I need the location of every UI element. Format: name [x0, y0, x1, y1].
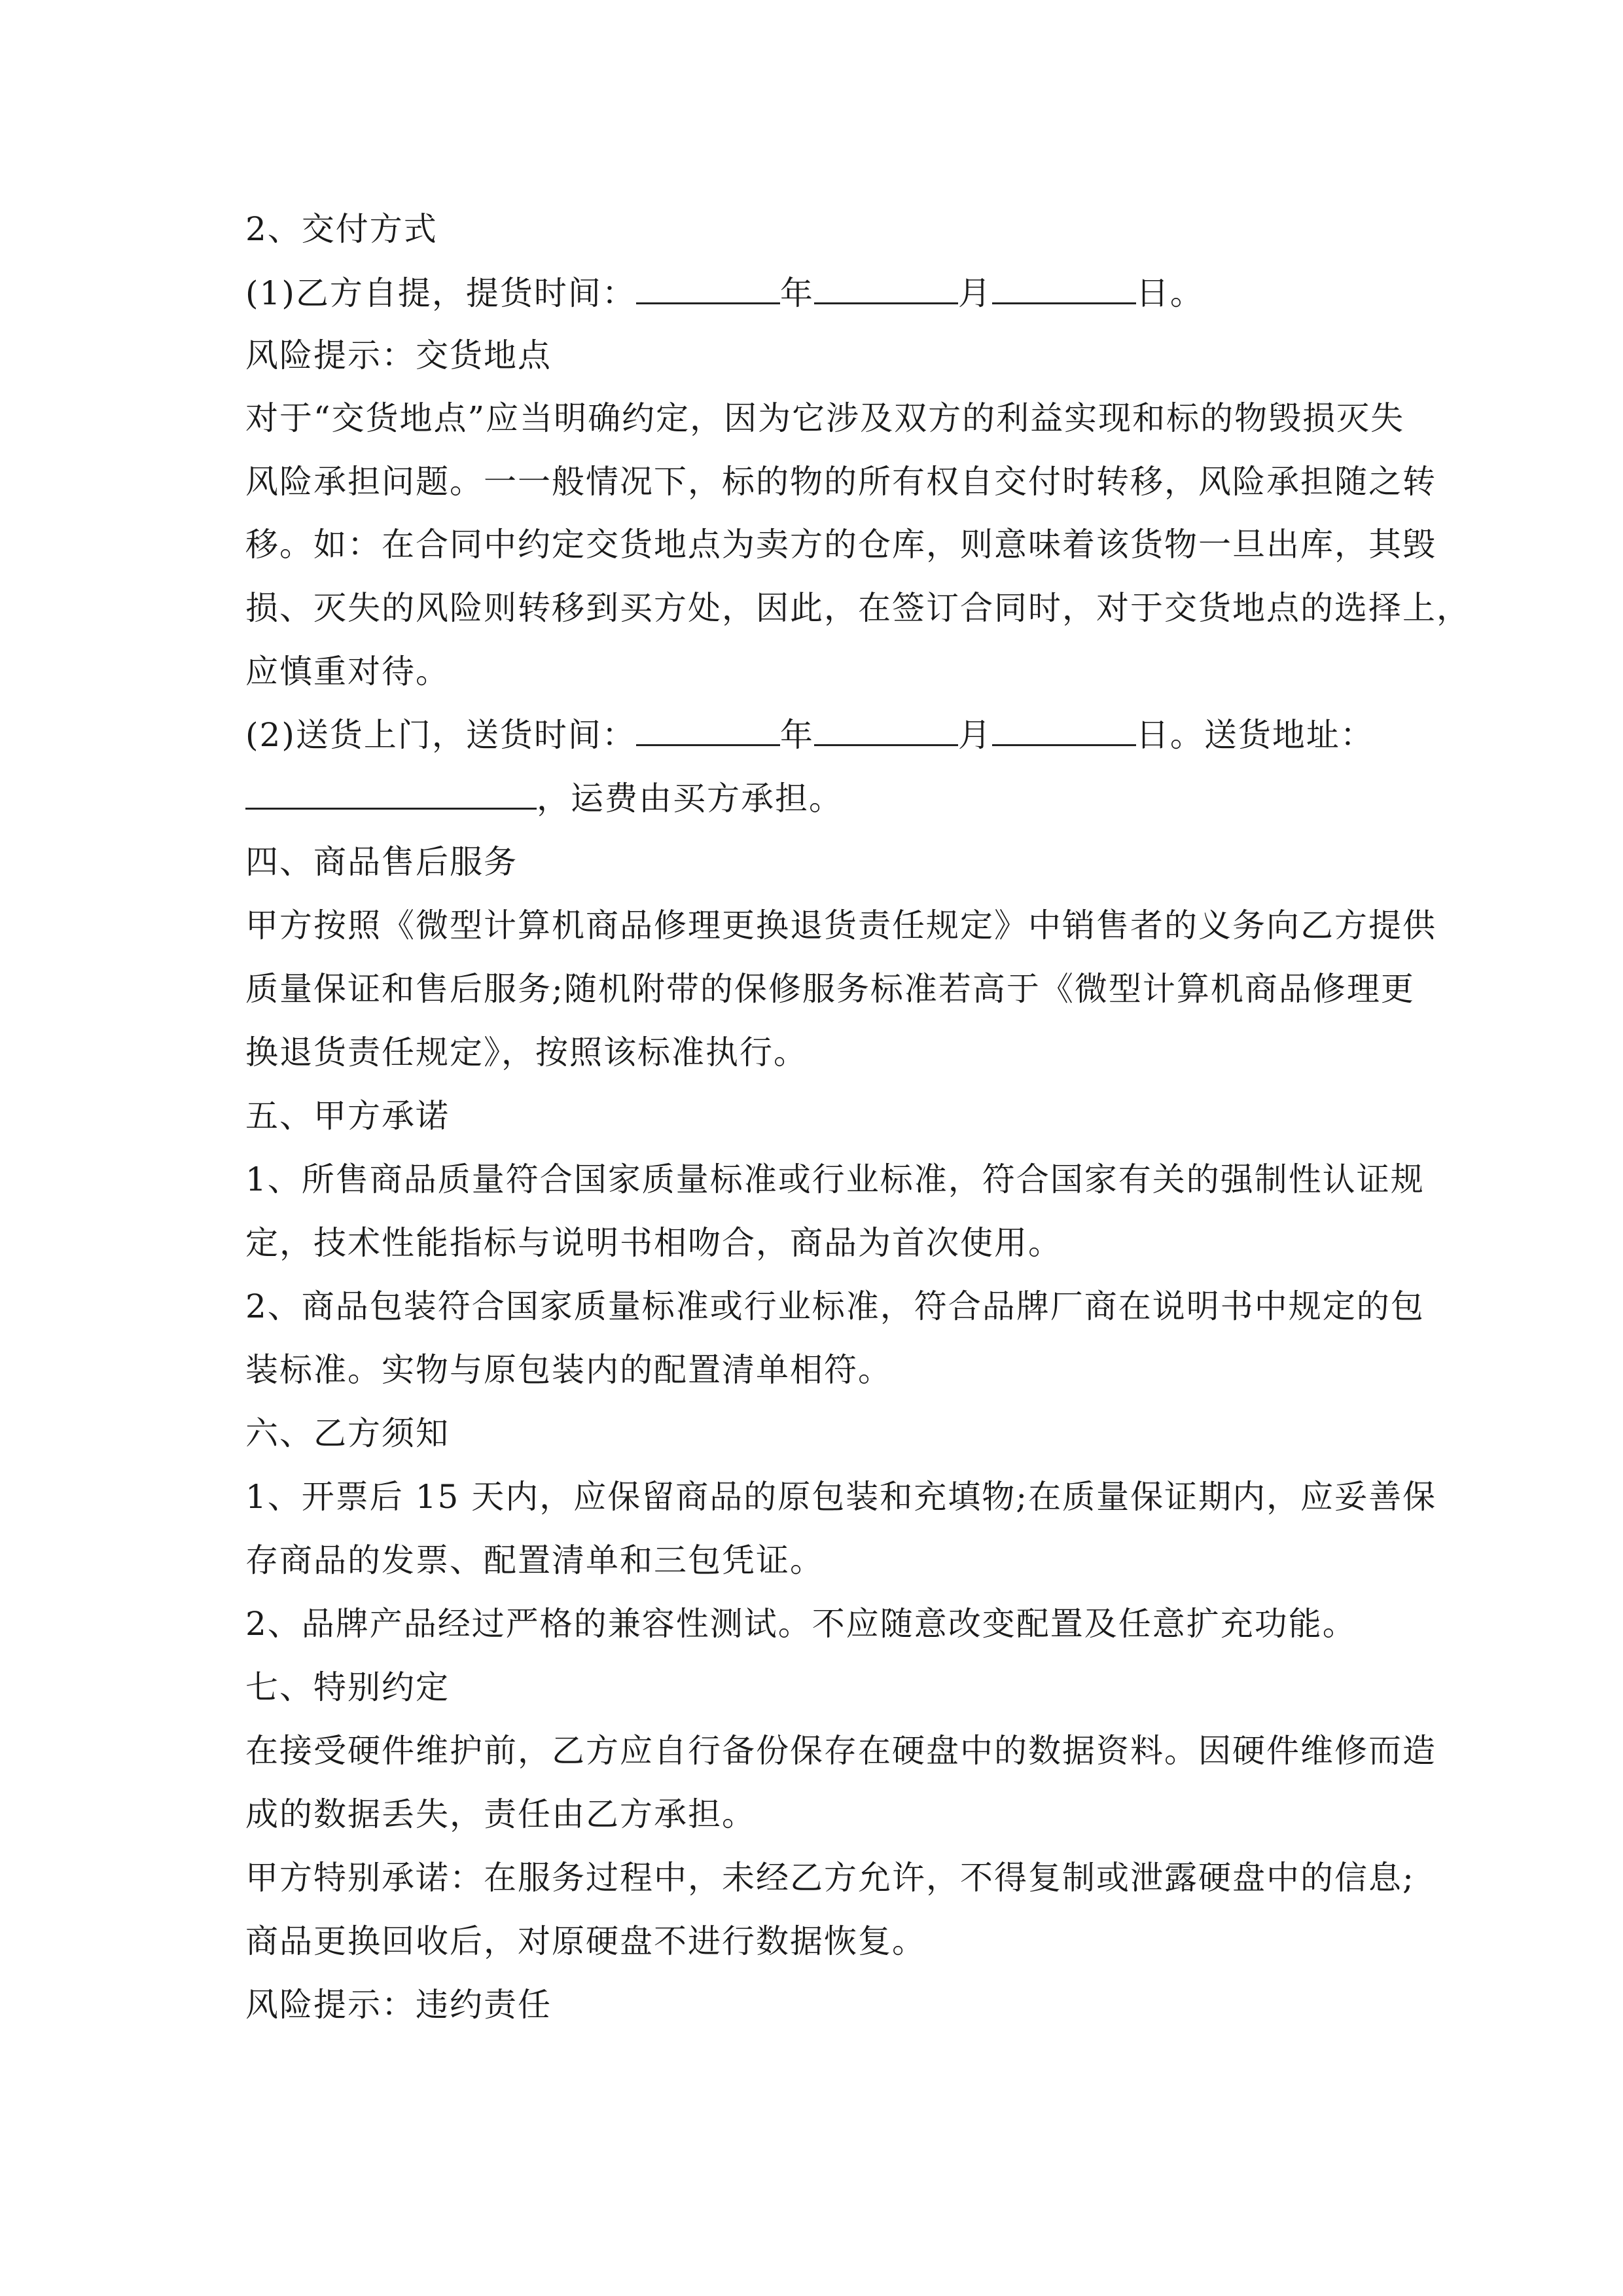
self-pickup-line [245, 274, 1204, 313]
paragraph-line: 在接受硬件维护前，乙方应自行备份保存在硬盘中的数据资料。因硬件维修而造 [245, 1732, 1436, 1770]
year-label: 年 [779, 716, 814, 754]
delivery-year-blank [636, 715, 780, 746]
paragraph-line: 移。如：在合同中约定交货地点为卖方的仓库，则意味着该货物一旦出库，其毁 [245, 526, 1436, 564]
paragraph-line: 质量保证和售后服务;随机附带的保修服务标准若高于《微型计算机商品修理更 [245, 970, 1415, 1008]
pickup-day-blank [992, 274, 1136, 304]
paragraph-line: 损、灭失的风险则转移到买方处，因此，在签订合同时，对于交货地点的选择上， [245, 589, 1471, 627]
address-line [245, 779, 843, 818]
paragraph-line: 对于“交货地点”应当明确约定，因为它涉及双方的利益实现和标的物毁损灭失 [245, 399, 1405, 437]
section-special-agreement: 七、特别约定 [245, 1668, 450, 1706]
paragraph-line: 1、开票后 15 天内，应保留商品的原包装和充填物;在质量保证期内，应妥善保 [245, 1478, 1437, 1516]
paragraph-line: 1、所售商品质量符合国家质量标准或行业标准，符合国家有关的强制性认证规 [245, 1160, 1425, 1198]
paragraph-line: 装标准。实物与原包装内的配置清单相符。 [245, 1351, 892, 1389]
paragraph-line: 甲方特别承诺：在服务过程中，未经乙方允许，不得复制或泄露硬盘中的信息; [245, 1859, 1415, 1897]
paragraph-line: 风险承担问题。一一般情况下，标的物的所有权自交付时转移，风险承担随之转 [245, 463, 1436, 501]
freight-text: ，运费由买方承担。 [537, 780, 843, 817]
paragraph-line: 应慎重对待。 [245, 653, 450, 691]
year-label: 年 [779, 274, 814, 312]
paragraph-line: 2、品牌产品经过严格的兼容性测试。不应随意改变配置及任意扩充功能。 [245, 1605, 1357, 1643]
home-delivery-line [245, 715, 1374, 755]
self-pickup-text: (1)乙方自提，提货时间： [245, 274, 636, 312]
section-party-b-notice: 六、乙方须知 [245, 1414, 450, 1452]
section-party-a-commitment: 五、甲方承诺 [245, 1097, 450, 1135]
delivery-address-blank [245, 779, 537, 810]
paragraph-line: 定，技术性能指标与说明书相吻合，商品为首次使用。 [245, 1224, 1062, 1262]
paragraph-line: 存商品的发票、配置清单和三包凭证。 [245, 1541, 824, 1579]
delivery-month-blank [814, 715, 958, 746]
paragraph-line: 成的数据丢失，责任由乙方承担。 [245, 1795, 756, 1833]
pickup-year-blank [636, 274, 780, 304]
home-delivery-text: (2)送货上门，送货时间： [245, 716, 636, 754]
delivery-day-blank [992, 715, 1136, 746]
risk-tip-breach-liability: 风险提示：违约责任 [245, 1986, 552, 2024]
month-label: 月 [957, 716, 992, 754]
risk-tip-delivery-location: 风险提示：交货地点 [245, 336, 552, 374]
pickup-month-blank [814, 274, 958, 304]
section-delivery-method: 2、交付方式 [245, 210, 438, 248]
month-label: 月 [957, 274, 992, 312]
day-address-label: 日。送货地址： [1135, 716, 1374, 754]
paragraph-line: 甲方按照《微型计算机商品修理更换退货责任规定》中销售者的义务向乙方提供 [245, 906, 1436, 944]
paragraph-line: 换退货责任规定》，按照该标准执行。 [245, 1033, 808, 1071]
section-after-sales: 四、商品售后服务 [245, 843, 518, 881]
paragraph-line: 商品更换回收后，对原硬盘不进行数据恢复。 [245, 1922, 926, 1960]
paragraph-line: 2、商品包装符合国家质量标准或行业标准，符合品牌厂商在说明书中规定的包 [245, 1287, 1425, 1325]
day-label: 日。 [1135, 274, 1204, 312]
